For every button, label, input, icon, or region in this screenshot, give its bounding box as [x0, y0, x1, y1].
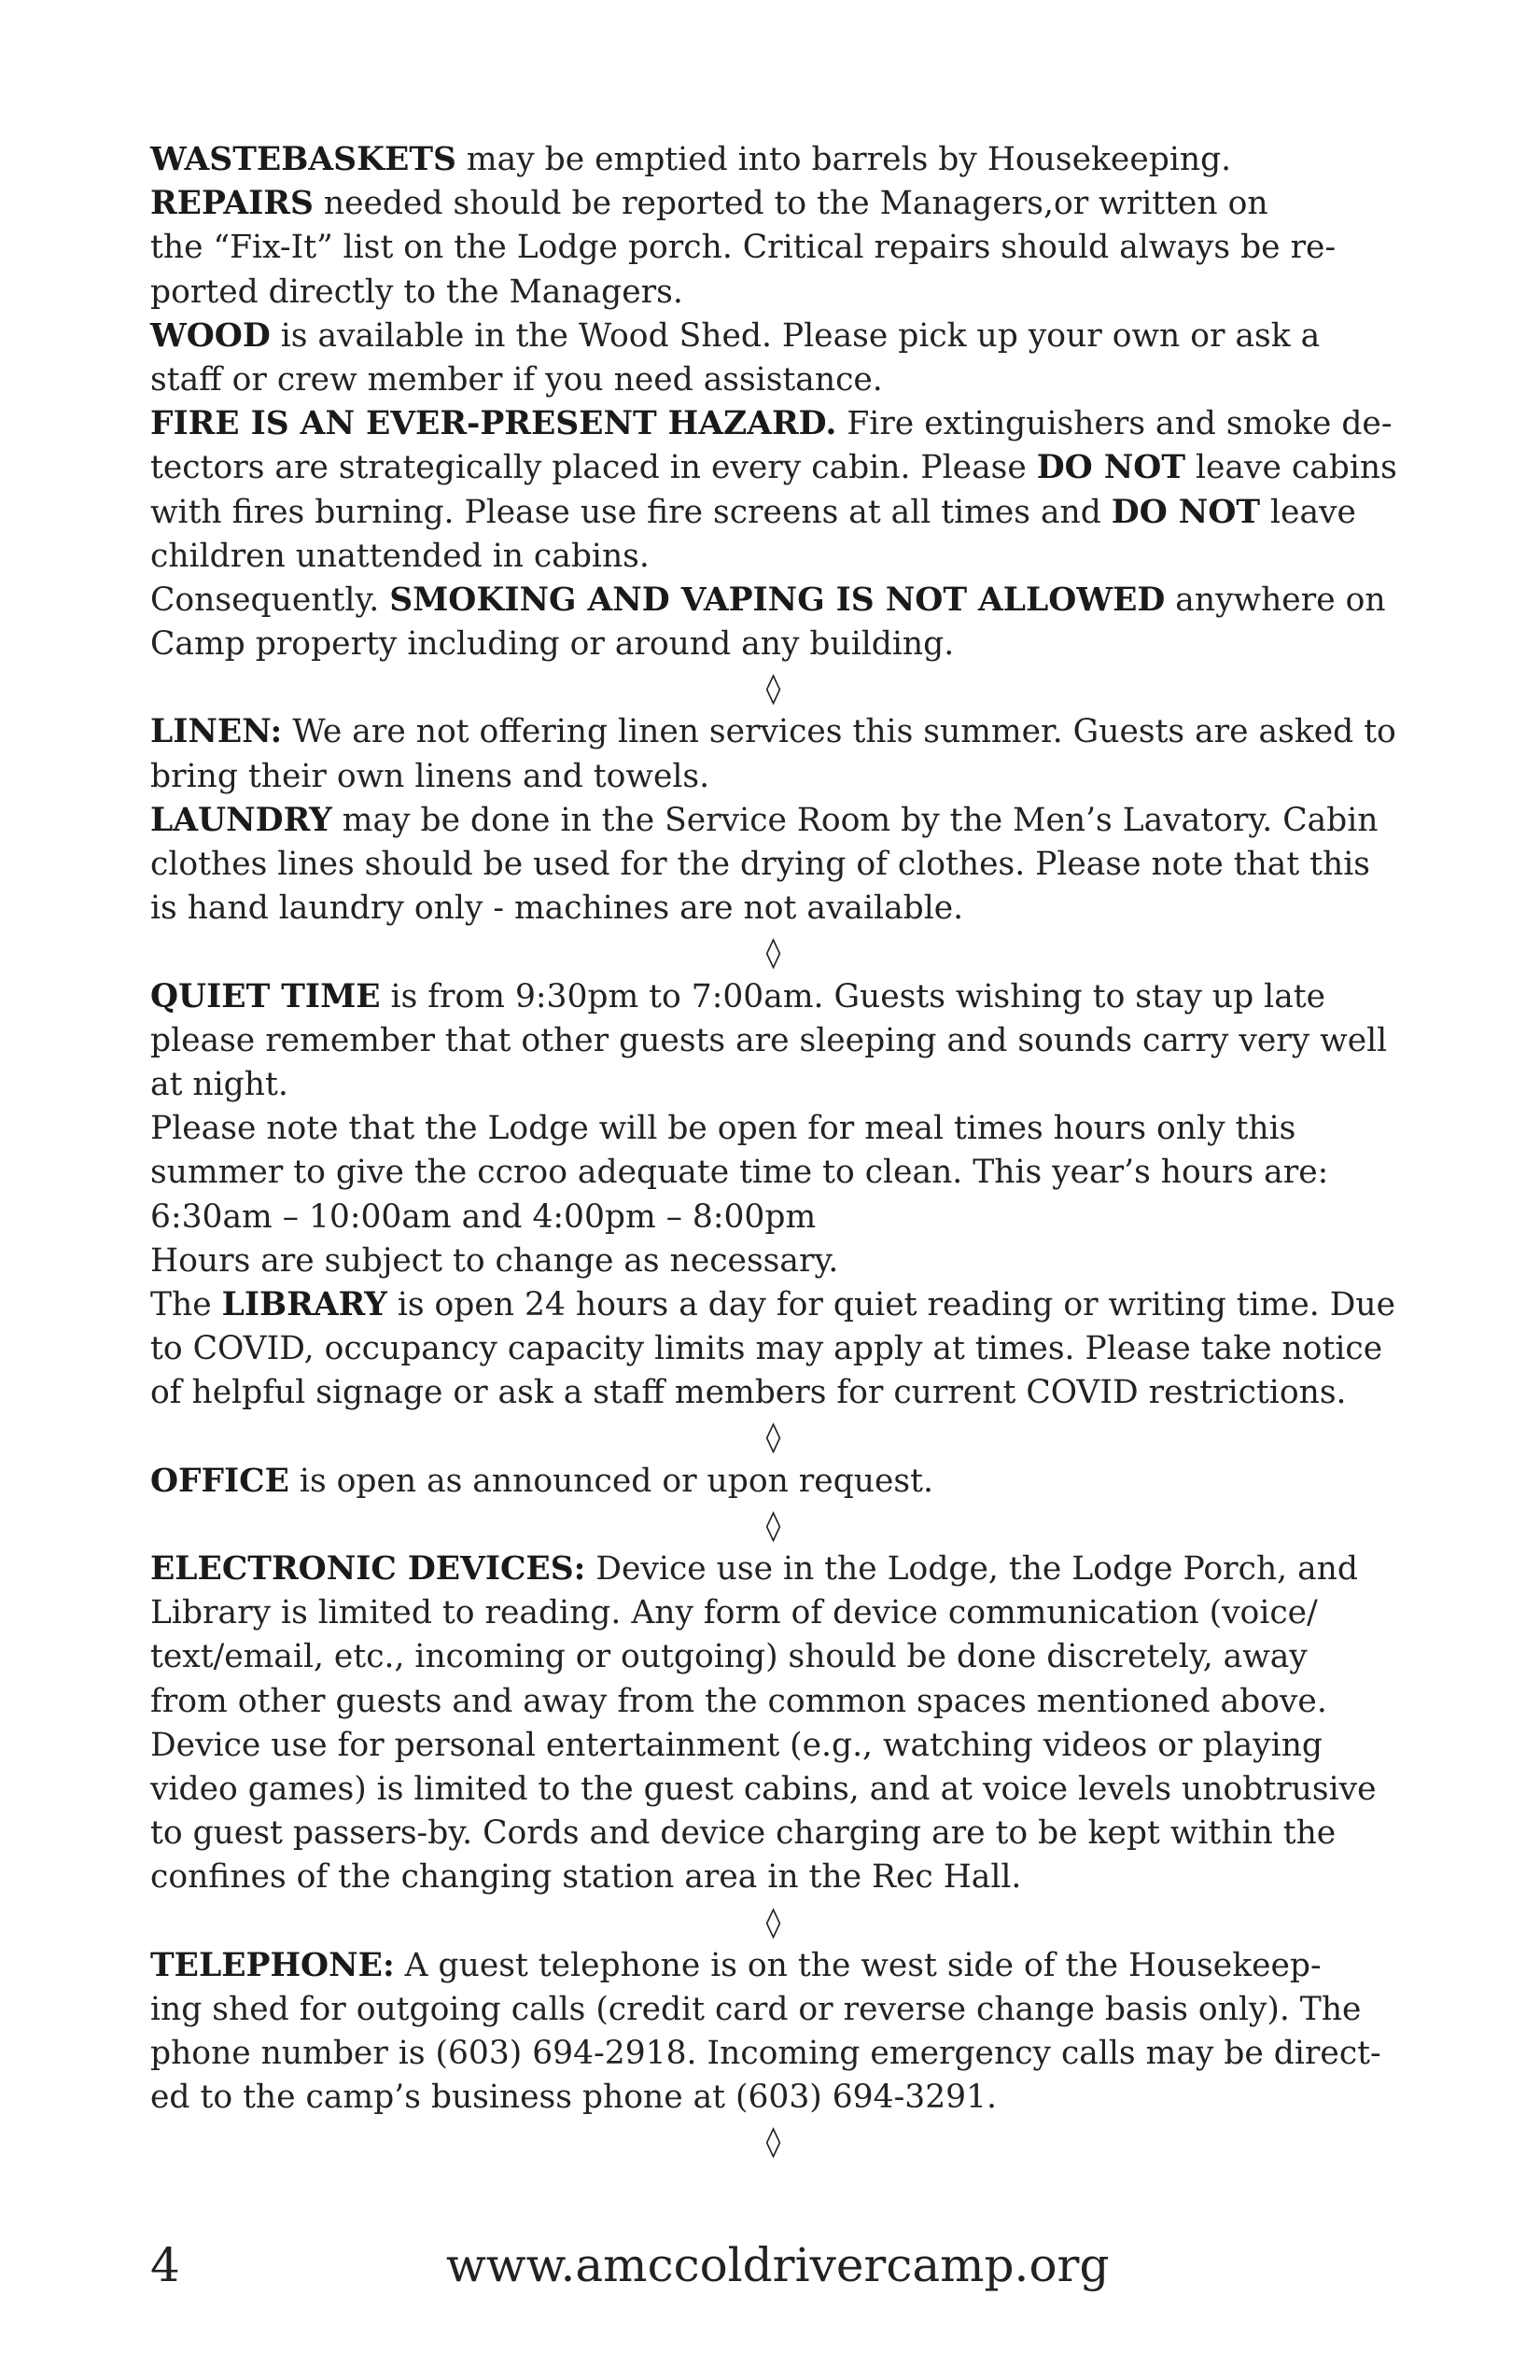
text-line — [150, 226, 1396, 270]
section-separator — [150, 1415, 1396, 1459]
text-line — [150, 402, 1396, 446]
text-run: needed should be reported to the Managers,or written on — [313, 185, 1268, 223]
section-separator — [150, 1504, 1396, 1547]
text-run: Device use for personal entertainment (e.g., watching videos or playing — [150, 1726, 1323, 1764]
text-run: text/email, etc., incoming or outgoing) should be done discretely, away — [150, 1638, 1308, 1676]
section-separator — [150, 666, 1396, 710]
text-run: video games) is limited to the guest cabins, and at voice levels unobtrusive — [150, 1770, 1377, 1808]
text-line — [150, 182, 1396, 226]
text-line — [150, 1768, 1396, 1812]
text-run: anywhere on — [1165, 581, 1386, 619]
bold-term: REPAIRS — [150, 185, 314, 223]
footer-url: www.amccoldrivercamp.org — [446, 2238, 1110, 2292]
text-line — [150, 1724, 1396, 1768]
text-line — [150, 1371, 1396, 1415]
text-run: We are not offering linen services this summer. Guests are asked to — [282, 713, 1396, 751]
text-run: ing shed for outgoing calls (credit card or reverse change basis only). The — [150, 1990, 1362, 2028]
diamond-icon: ◊ — [765, 1419, 781, 1455]
text-line — [150, 1107, 1396, 1151]
text-run: staff or crew member if you need assistance. — [150, 360, 883, 399]
text-run: is from 9:30pm to 7:00am. Guests wishing to stay up late — [380, 977, 1326, 1015]
text-line — [150, 1591, 1396, 1635]
text-line — [150, 2032, 1396, 2076]
text-line — [150, 975, 1396, 1019]
section-separator — [150, 931, 1396, 974]
bold-term: FIRE IS AN EVER-PRESENT HAZARD. — [150, 405, 837, 443]
text-run: leave cabins — [1185, 449, 1397, 487]
text-run: is available in the Wood Shed. Please pick up your own or ask a — [270, 316, 1321, 355]
bold-term: QUIET TIME — [150, 977, 381, 1015]
text-run: Camp property including or around any building. — [150, 625, 955, 664]
text-run: from other guests and away from the common spaces mentioned above. — [150, 1682, 1327, 1720]
text-line — [150, 1547, 1396, 1591]
text-run: Library is limited to reading. Any form of device communication (voice/ — [150, 1594, 1318, 1632]
text-run: is open as announced or upon request. — [288, 1462, 933, 1500]
text-line — [150, 799, 1396, 843]
text-run: Device use in the Lodge, the Lodge Porch, and — [585, 1550, 1358, 1588]
text-line — [150, 358, 1396, 402]
text-run: ported directly to the Managers. — [150, 273, 683, 311]
text-run: clothes lines should be used for the drying of clothes. Please note that this — [150, 846, 1371, 883]
text-run: Please note that the Lodge will be open for meal times hours only this — [150, 1110, 1296, 1148]
text-line — [150, 1855, 1396, 1899]
text-line — [150, 1812, 1396, 1855]
text-line — [150, 623, 1396, 666]
text-run: confines of the changing station area in the Rec Hall. — [150, 1858, 1022, 1897]
bold-term: TELEPHONE: — [150, 1946, 395, 1984]
bold-term: DO NOT — [1111, 493, 1261, 531]
bold-term: LAUNDRY — [150, 801, 332, 839]
bold-term: SMOKING AND VAPING IS NOT ALLOWED — [389, 581, 1166, 619]
text-run: children unattended in cabins. — [150, 537, 650, 575]
text-line — [150, 1988, 1396, 2032]
text-run: The — [150, 1285, 222, 1323]
text-run: is open 24 hours a day for quiet reading or writing time. Due — [386, 1285, 1396, 1323]
text-run: Fire extinguishers and smoke de- — [836, 405, 1393, 443]
bold-term: LIBRARY — [221, 1285, 387, 1323]
text-run: of helpful signage or ask a staff members for current COVID restrictions. — [150, 1374, 1347, 1412]
text-line — [150, 446, 1396, 490]
text-run: A guest telephone is on the west side of the Housekeep- — [394, 1946, 1322, 1984]
text-run: with fires burning. Please use fire screens at all times and — [150, 493, 1112, 531]
text-run: leave — [1260, 493, 1356, 531]
text-run: to COVID, occupancy capacity limits may apply at times. Please take notice — [150, 1330, 1383, 1368]
text-line — [150, 579, 1396, 623]
text-line — [150, 1944, 1396, 1988]
section-separator — [150, 2120, 1396, 2163]
text-line — [150, 887, 1396, 931]
diamond-icon: ◊ — [765, 934, 781, 971]
diamond-icon: ◊ — [765, 670, 781, 707]
text-line — [150, 1239, 1396, 1283]
diamond-icon: ◊ — [765, 1506, 781, 1543]
text-line — [150, 315, 1396, 358]
text-line — [150, 710, 1396, 754]
bold-term: LINEN: — [150, 713, 283, 751]
diamond-icon: ◊ — [765, 1903, 781, 1939]
bold-term: WASTEBASKETS — [150, 141, 456, 178]
text-line — [150, 1460, 1396, 1504]
text-line — [150, 2076, 1396, 2120]
text-run: the “Fix-It” list on the Lodge porch. Critical repairs should always be re- — [150, 229, 1337, 267]
text-run: please remember that other guests are sleeping and sounds carry very well — [150, 1021, 1388, 1059]
text-run: Consequently. — [150, 581, 390, 619]
text-line — [150, 1327, 1396, 1371]
text-run: tectors are strategically placed in every cabin. Please — [150, 449, 1037, 487]
bold-term: DO NOT — [1036, 449, 1185, 487]
text-line — [150, 1063, 1396, 1107]
page-number: 4 — [150, 2238, 180, 2292]
text-line — [150, 271, 1396, 315]
text-line — [150, 1680, 1396, 1724]
text-run: Hours are subject to change as necessary. — [150, 1241, 839, 1280]
text-line — [150, 138, 1396, 182]
page-body — [150, 138, 1396, 2164]
text-run: ed to the camp’s business phone at (603) 694-3291. — [150, 2079, 998, 2117]
text-line — [150, 491, 1396, 535]
text-line — [150, 1019, 1396, 1063]
text-line — [150, 1151, 1396, 1195]
diamond-icon: ◊ — [765, 2123, 781, 2160]
text-line — [150, 755, 1396, 799]
text-line — [150, 843, 1396, 887]
text-run: summer to give the ccroo adequate time to clean. This year’s hours are: — [150, 1154, 1329, 1192]
text-run: may be done in the Service Room by the Men’s Lavatory. Cabin — [331, 801, 1379, 839]
text-run: bring their own linens and towels. — [150, 757, 710, 795]
text-line — [150, 535, 1396, 579]
bold-term: WOOD — [150, 316, 271, 355]
text-line — [150, 1196, 1396, 1239]
bold-term: ELECTRONIC DEVICES: — [150, 1550, 586, 1588]
text-run: may be emptied into barrels by Housekeeping. — [455, 141, 1232, 178]
bold-term: OFFICE — [150, 1462, 289, 1500]
text-run: 6:30am – 10:00am and 4:00pm – 8:00pm — [150, 1197, 817, 1236]
text-run: is hand laundry only - machines are not available. — [150, 889, 964, 928]
text-run: to guest passers-by. Cords and device charging are to be kept within the — [150, 1814, 1337, 1853]
text-run: phone number is (603) 694-2918. Incoming emergency calls may be direct- — [150, 2035, 1381, 2073]
section-separator — [150, 1900, 1396, 1944]
text-run: at night. — [150, 1065, 288, 1103]
text-line — [150, 1283, 1396, 1327]
text-line — [150, 1635, 1396, 1679]
